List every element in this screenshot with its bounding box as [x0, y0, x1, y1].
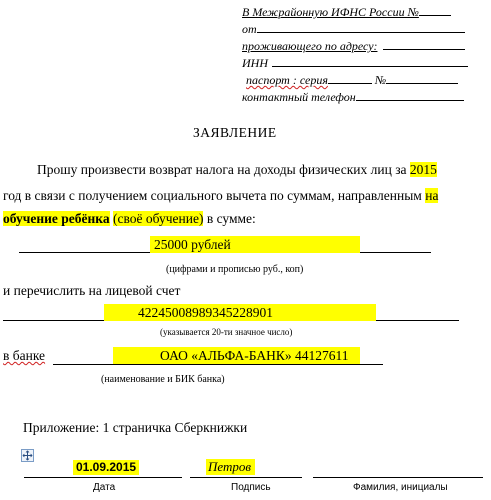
date-value: 01.09.2015 — [76, 460, 137, 474]
bank-hint: (наименование и БИК банка) — [101, 374, 225, 385]
header-to-blank — [419, 4, 451, 16]
name-label: Фамилия, инициалы — [353, 482, 448, 493]
amount-value: 25000 рублей — [154, 237, 231, 252]
body-line-3-suffix: в сумме: — [206, 211, 256, 226]
tax-year: 2015 — [409, 162, 437, 177]
signature-value: Петров — [208, 459, 252, 474]
header-inn-text: ИНН — [242, 56, 268, 70]
header-from-text: от — [242, 22, 257, 36]
signature-label: Подпись — [231, 482, 271, 493]
header-from-blank — [257, 21, 465, 33]
header-passport-number-text: № — [374, 73, 387, 87]
date-line — [24, 477, 182, 478]
header-phone-blank — [356, 89, 464, 101]
header-phone — [242, 89, 464, 105]
transfer-label: и перечислить на лицевой счет — [3, 283, 181, 298]
deduction-purpose-alt: (своё обучение) — [112, 211, 204, 226]
header-address-text: проживающего по адресу: — [242, 39, 378, 53]
header-passport-number-blank — [386, 72, 458, 84]
body-line-2-na: на — [425, 188, 439, 203]
name-line — [313, 477, 483, 478]
header-address — [242, 38, 465, 54]
header-passport-series-text: паспорт : серия — [246, 73, 328, 87]
header-address-blank — [383, 38, 465, 50]
header-from — [242, 21, 465, 37]
header-passport — [246, 72, 458, 88]
bank-name: ОАО «АЛЬФА-БАНК» 44127611 — [160, 348, 349, 363]
header-to-text: В Межрайонную ИФНС России № — [242, 5, 419, 19]
header-passport-series-blank — [328, 72, 372, 84]
body-line-1 — [37, 162, 437, 178]
account-hint: (указывается 20-ти значное число) — [160, 327, 293, 337]
header-to — [242, 4, 451, 20]
document-title: ЗАЯВЛЕНИЕ — [193, 125, 277, 140]
body-line-3 — [3, 211, 256, 227]
account-number: 42245008989345228901 — [138, 305, 273, 320]
deduction-purpose: обучение ребёнка — [3, 211, 110, 226]
bank-label: в банке — [3, 348, 46, 363]
body-line-1-text: Прошу произвести возврат налога на доходы физических лиц за — [37, 162, 407, 177]
amount-hint: (цифрами и прописью руб., коп) — [166, 264, 304, 275]
header-inn — [242, 55, 468, 71]
body-line-2-text: год в связи с получением социального вычета по суммам, направленным — [3, 188, 422, 203]
body-line-2 — [3, 188, 438, 204]
bank-underline — [53, 364, 383, 365]
move-anchor-icon[interactable] — [21, 449, 34, 462]
header-phone-text: контактный телефон — [242, 90, 356, 104]
date-label: Дата — [93, 482, 116, 493]
signature-line — [190, 477, 302, 478]
header-inn-blank — [272, 55, 468, 67]
attachment-note: Приложение: 1 страничка Сберкнижки — [23, 420, 248, 435]
